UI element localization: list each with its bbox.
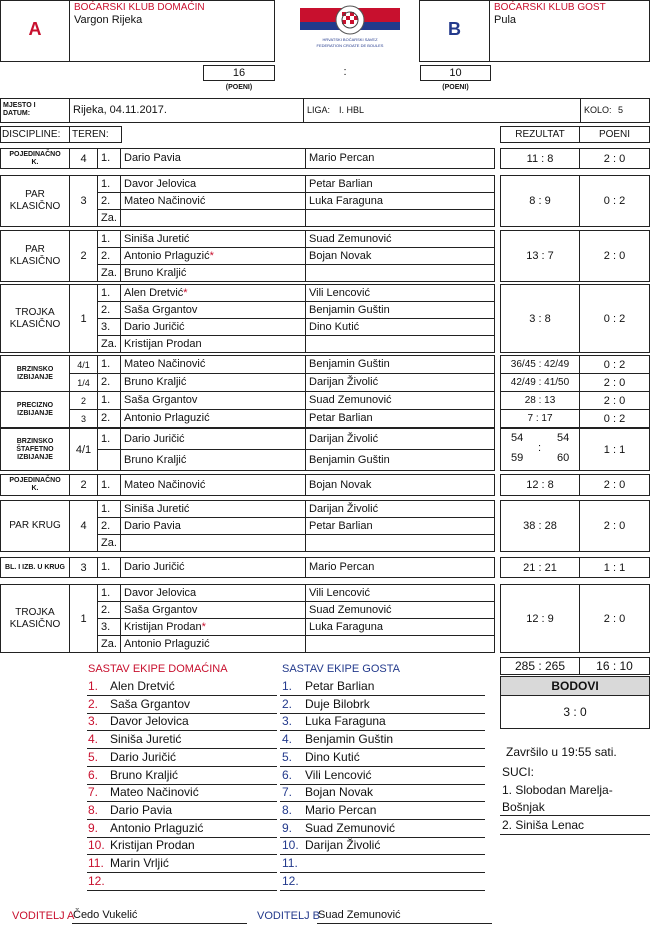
logo-text-2: FEDERATION CROATE DE BOULES — [316, 43, 384, 48]
home-player — [120, 301, 306, 319]
row-index: 3. — [97, 318, 121, 336]
away-player — [305, 209, 495, 227]
home-player — [120, 449, 306, 471]
bodovi-label: BODOVI — [551, 679, 599, 693]
row-index: 1. — [97, 230, 121, 248]
discipline-name-label: PRECIZNO IZBIJANJE — [16, 401, 54, 417]
field-value: 3 — [69, 175, 98, 227]
discipline-name-label: PAR KRUG — [9, 520, 61, 531]
relay-score: 54 — [557, 432, 570, 444]
row-index: Za. — [97, 209, 121, 227]
discipline-name — [0, 500, 70, 552]
row-points: 2 : 0 — [579, 391, 650, 410]
away-player: Vili Lencović — [305, 584, 495, 602]
home-roster-name: Dario Juričić — [110, 749, 177, 764]
home-title: BOĆARSKI KLUB DOMAĆIN — [74, 2, 205, 13]
field-value: 1/4 — [69, 373, 98, 392]
judge-1-line-1: 1. Slobodan Marelja- — [502, 783, 613, 797]
bodovi-value: 3 : 0 — [563, 705, 587, 719]
home-roster-number: 9. — [88, 820, 99, 835]
field-value: 4/1 — [69, 428, 98, 471]
home-player — [120, 209, 306, 227]
federation-logo — [290, 0, 410, 52]
place-cell — [69, 98, 304, 123]
row-index: 1. — [97, 474, 121, 496]
away-player: Benjamin Guštin — [305, 355, 495, 374]
discipline-name — [0, 391, 70, 428]
result-header-label: REZULTAT — [515, 129, 565, 140]
home-player — [120, 355, 306, 374]
home-player — [120, 584, 306, 602]
home-player-name: Siniša Juretić — [124, 233, 190, 245]
home-player-name: Saša Grgantov — [124, 304, 198, 316]
home-player-name: Kristijan Prodan — [124, 621, 202, 633]
home-player-name: Kristijan Prodan — [124, 338, 202, 350]
away-letter-box — [419, 0, 490, 62]
away-player: Petar Barlian — [305, 517, 495, 535]
away-roster-number: 12. — [282, 873, 299, 888]
away-roster-number: 3. — [282, 714, 293, 729]
relay-separator: : — [538, 442, 542, 454]
home-roster-number: 10. — [88, 838, 105, 853]
discipline-name — [0, 557, 70, 578]
field-value: 3 — [69, 409, 98, 428]
home-player — [120, 318, 306, 336]
home-player — [120, 500, 306, 518]
discipline-name — [0, 175, 70, 227]
home-roster-name: Bruno Kraljić — [110, 767, 179, 782]
row-index: 2. — [97, 373, 121, 392]
away-player: Petar Barlian — [305, 409, 495, 428]
row-index: 1. — [97, 391, 121, 410]
home-player — [120, 264, 306, 282]
bodovi-label-box — [500, 676, 650, 696]
field-header — [69, 126, 122, 143]
discipline-points: 2 : 0 — [579, 584, 650, 653]
home-club-name: Vargon Rijeka — [74, 14, 143, 26]
away-player: Dino Kutić — [305, 318, 495, 336]
home-player-name: Saša Grgantov — [124, 394, 198, 406]
place-label-cell — [0, 98, 70, 123]
home-player-name: Alen Dretvić — [124, 287, 184, 299]
row-index: 1. — [97, 148, 121, 169]
roster-underline — [87, 872, 277, 873]
away-roster-number: 2. — [282, 696, 293, 711]
row-index: 2. — [97, 601, 121, 619]
home-points: 16 — [232, 67, 246, 79]
home-player — [120, 618, 306, 636]
home-roster-title: SASTAV EKIPE DOMAĆINA — [88, 663, 228, 675]
away-player — [305, 264, 495, 282]
field-value: 4/1 — [69, 355, 98, 374]
home-roster-name: Mateo Načinović — [110, 785, 199, 800]
discipline-name — [0, 230, 70, 282]
discipline-name — [0, 584, 70, 653]
row-index: 2. — [97, 409, 121, 428]
away-player: Suad Zemunović — [305, 601, 495, 619]
home-roster-name: Antonio Prlaguzić — [110, 820, 204, 835]
away-roster-name: Petar Barlian — [305, 679, 375, 693]
discipline-result: 13 : 7 — [500, 230, 580, 282]
away-roster-name: Darijan Živolić — [305, 838, 381, 853]
discipline-result: 8 : 9 — [500, 175, 580, 227]
home-points-box — [203, 65, 275, 81]
discipline-name-label: PAR KLASIČNO — [9, 189, 61, 212]
leader-a-name: Čedo Vukelić — [73, 909, 138, 921]
away-player: Vili Lencović — [305, 284, 495, 302]
home-letter: A — [28, 19, 42, 39]
home-roster-number: 12. — [88, 873, 105, 888]
home-player-name: Mateo Načinović — [124, 479, 206, 491]
round-value: 5 — [618, 105, 624, 115]
reserve-marker: * — [201, 621, 206, 633]
discipline-result: 3 : 8 — [500, 284, 580, 353]
row-index: Za. — [97, 635, 121, 653]
field-value: 2 — [69, 230, 98, 282]
home-player — [120, 428, 306, 450]
home-player-name: Mateo Načinović — [124, 358, 206, 370]
away-points-box — [420, 65, 491, 81]
reserve-marker: * — [183, 287, 188, 299]
reserve-marker: * — [209, 250, 214, 262]
home-roster-number: 4. — [88, 732, 99, 747]
home-player-name: Dario Pavia — [124, 520, 181, 532]
row-index: 2. — [97, 517, 121, 535]
place-label: MJESTO I DATUM: — [3, 102, 36, 117]
league-cell — [303, 98, 581, 123]
relay-score: 60 — [557, 452, 570, 464]
discipline-name — [0, 474, 70, 496]
judge-1-line-2: Bošnjak — [502, 800, 545, 814]
home-player-name: Mateo Načinović — [124, 195, 206, 207]
home-player-name: Dario Juričić — [124, 321, 185, 333]
discipline-points: 1 : 1 — [579, 428, 650, 471]
finished-text: Završilo u 19:55 sati. — [506, 745, 617, 759]
home-club-box — [69, 0, 275, 62]
row-result: 36/45 : 42/49 — [500, 355, 580, 374]
away-roster-number: 4. — [282, 732, 293, 747]
home-roster-name: Marin Vrljić — [110, 856, 169, 870]
roster-underline — [280, 890, 485, 891]
home-player — [120, 373, 306, 392]
row-index: 1. — [97, 428, 121, 450]
row-points: 2 : 0 — [579, 373, 650, 392]
away-title: BOĆARSKI KLUB GOST — [494, 2, 606, 13]
away-roster-title: SASTAV EKIPE GOSTA — [282, 663, 400, 675]
roster-underline — [280, 854, 485, 855]
home-player — [120, 230, 306, 248]
judges-label: SUCI: — [502, 765, 535, 779]
field-value: 4 — [69, 500, 98, 552]
away-roster-name: Luka Faraguna — [305, 714, 386, 729]
total-result-box — [500, 657, 580, 675]
home-player-name: Antonio Prlaguzić — [124, 638, 210, 650]
row-index: Za. — [97, 335, 121, 353]
row-index: 1. — [97, 500, 121, 518]
home-player-name: Antonio Prlaguzić — [124, 250, 210, 262]
discipline-points: 2 : 0 — [579, 500, 650, 552]
discipline-name-label: BRZINSKO IZBIJANJE — [16, 365, 54, 381]
row-result: 28 : 13 — [500, 391, 580, 410]
discipline-points: 0 : 2 — [579, 284, 650, 353]
leader-b-label: VODITELJ B — [257, 910, 320, 922]
row-index: 1. — [97, 175, 121, 193]
home-player — [120, 517, 306, 535]
discipline-name-label: POJEDINAČNO K. — [9, 477, 61, 492]
away-player — [305, 635, 495, 653]
discipline-name-label: BRZINSKO ŠTAFETNO IZBIJANJE — [16, 437, 54, 461]
total-points: 16 : 10 — [596, 659, 633, 673]
round-cell — [580, 98, 650, 123]
away-roster-number: 11. — [282, 856, 298, 870]
away-player: Benjamin Guštin — [305, 449, 495, 471]
away-club-box — [489, 0, 650, 62]
home-player-name: Bruno Kraljić — [124, 267, 187, 279]
points-header-label: POENI — [598, 129, 631, 140]
home-roster-name: Davor Jelovica — [110, 714, 189, 729]
result-header — [500, 126, 580, 143]
home-player — [120, 247, 306, 265]
discipline-points: 0 : 2 — [579, 175, 650, 227]
away-player: Luka Faraguna — [305, 192, 495, 210]
home-player — [120, 335, 306, 353]
home-player-name: Siniša Juretić — [124, 503, 190, 515]
away-player: Suad Zemunović — [305, 230, 495, 248]
home-roster-name: Dario Pavia — [110, 802, 173, 817]
away-roster-number: 9. — [282, 820, 293, 835]
leader-b-name: Suad Zemunović — [318, 909, 401, 921]
discipline-name-label: POJEDINAČNO K. — [9, 150, 61, 166]
away-player: Darijan Živolić — [305, 373, 495, 392]
discipline-result: 11 : 8 — [500, 148, 580, 169]
home-player-name: Davor Jelovica — [124, 178, 197, 190]
away-player: Mario Percan — [305, 148, 495, 169]
away-roster-number: 10. — [282, 838, 299, 853]
field-value: 2 — [69, 474, 98, 496]
away-points: 10 — [449, 67, 462, 79]
home-points-label: (POENI) — [225, 84, 253, 91]
home-roster-number: 11. — [88, 856, 104, 870]
away-roster-number: 5. — [282, 749, 293, 764]
discipline-result: 21 : 21 — [500, 557, 580, 578]
row-index: Za. — [97, 264, 121, 282]
points-header — [579, 126, 650, 143]
away-roster-number: 1. — [282, 679, 293, 693]
place-value: Rijeka, 04.11.2017. — [73, 104, 167, 116]
row-index: 1. — [97, 355, 121, 374]
home-player — [120, 601, 306, 619]
row-index: 2. — [97, 192, 121, 210]
home-player-name: Dario Juričić — [124, 561, 185, 573]
points-separator: : — [343, 66, 347, 78]
discipline-result: 12 : 8 — [500, 474, 580, 496]
round-label: KOLO: — [584, 105, 612, 115]
away-roster-name: Suad Zemunović — [305, 820, 396, 835]
field-value: 1 — [69, 584, 98, 653]
away-player: Benjamin Guštin — [305, 301, 495, 319]
row-result: 42/49 : 41/50 — [500, 373, 580, 392]
away-roster-number: 7. — [282, 785, 293, 800]
discipline-header — [0, 126, 70, 143]
league-label: LIGA: — [307, 105, 331, 115]
bodovi-value-box — [500, 695, 650, 729]
discipline-name-label: TROJKA KLASIČNO — [9, 606, 61, 630]
discipline-header-label: DISCIPLINE: — [2, 129, 61, 140]
home-roster-name: Kristijan Prodan — [110, 838, 195, 853]
home-roster-number: 8. — [88, 802, 99, 817]
away-player: Luka Faraguna — [305, 618, 495, 636]
row-index: 1. — [97, 584, 121, 602]
away-player — [305, 534, 495, 552]
home-roster-name: Alen Dretvić — [110, 679, 175, 693]
home-player — [120, 284, 306, 302]
home-player — [120, 635, 306, 653]
judge-2: 2. Siniša Lenac — [502, 818, 585, 832]
row-points: 0 : 2 — [579, 355, 650, 374]
total-result: 285 : 265 — [514, 659, 566, 673]
home-roster-number: 1. — [88, 679, 99, 693]
row-index: 1. — [97, 284, 121, 302]
home-player — [120, 175, 306, 193]
row-points: 0 : 2 — [579, 409, 650, 428]
discipline-name — [0, 284, 70, 353]
away-player: Darijan Živolić — [305, 428, 495, 450]
roster-underline — [87, 890, 277, 891]
discipline-name — [0, 428, 70, 471]
discipline-name-label: TROJKA KLASIČNO — [9, 306, 61, 330]
logo-text-1: HRVATSKI BOĆARSKI SAVEZ — [322, 37, 378, 42]
home-player — [120, 148, 306, 169]
away-player — [305, 335, 495, 353]
away-player: Suad Zemunović — [305, 391, 495, 410]
home-roster-number: 5. — [88, 749, 99, 764]
away-roster-name: Duje Bilobrk — [305, 696, 370, 711]
row-result: 7 : 17 — [500, 409, 580, 428]
away-points-label: (POENI) — [442, 84, 469, 91]
home-player — [120, 409, 306, 428]
relay-score: 54 — [511, 432, 524, 444]
field-value: 3 — [69, 557, 98, 578]
home-player — [120, 391, 306, 410]
home-letter-box — [0, 0, 70, 62]
discipline-result: 12 : 9 — [500, 584, 580, 653]
home-roster-number: 7. — [88, 785, 99, 800]
home-player — [120, 474, 306, 496]
field-value: 2 — [69, 391, 98, 410]
row-index: Za. — [97, 534, 121, 552]
discipline-name — [0, 355, 70, 392]
judge-1-line — [500, 815, 650, 816]
total-points-box — [579, 657, 650, 675]
relay-result — [500, 428, 580, 471]
discipline-points: 1 : 1 — [579, 557, 650, 578]
away-roster-name: Benjamin Guštin — [305, 732, 394, 747]
home-roster-number: 6. — [88, 767, 99, 782]
field-value: 1 — [69, 284, 98, 353]
away-player: Bojan Novak — [305, 474, 495, 496]
away-player: Mario Percan — [305, 557, 495, 578]
away-roster-name: Dino Kutić — [305, 749, 360, 764]
away-player: Darijan Živolić — [305, 500, 495, 518]
home-roster-name: Siniša Juretić — [110, 732, 182, 747]
leader-a-line — [72, 923, 247, 924]
home-roster-name: Saša Grgantov — [110, 696, 191, 711]
home-player-name: Dario Juričić — [124, 433, 185, 445]
home-roster-number: 2. — [88, 696, 99, 711]
away-club-name: Pula — [494, 14, 517, 26]
row-index: 2. — [97, 247, 121, 265]
leader-a-label: VODITELJ A — [12, 910, 75, 922]
relay-score: 59 — [511, 452, 524, 464]
discipline-points: 2 : 0 — [579, 148, 650, 169]
away-roster-number: 8. — [282, 802, 293, 817]
discipline-points: 2 : 0 — [579, 230, 650, 282]
leader-b-line — [317, 923, 492, 924]
home-player-name: Antonio Prlaguzić — [124, 412, 210, 424]
away-player: Petar Barlian — [305, 175, 495, 193]
home-player-name: Bruno Kraljić — [124, 454, 187, 466]
home-player-name: Dario Pavia — [124, 152, 181, 164]
away-letter: B — [448, 19, 461, 39]
away-roster-name: Bojan Novak — [305, 785, 374, 800]
row-index: 2. — [97, 301, 121, 319]
away-player: Bojan Novak — [305, 247, 495, 265]
away-roster-name: Mario Percan — [305, 802, 377, 817]
row-index: 3. — [97, 618, 121, 636]
field-value: 4 — [69, 148, 98, 169]
league-value: I. HBL — [339, 105, 365, 115]
row-index — [97, 449, 121, 471]
home-player — [120, 534, 306, 552]
discipline-result: 38 : 28 — [500, 500, 580, 552]
discipline-name-label: PAR KLASIČNO — [9, 244, 61, 267]
judge-2-line — [500, 834, 650, 835]
discipline-name — [0, 148, 70, 169]
home-player — [120, 557, 306, 578]
field-header-label: TEREN: — [72, 129, 109, 140]
home-player-name: Saša Grgantov — [124, 604, 198, 616]
home-player-name: Davor Jelovica — [124, 587, 197, 599]
discipline-points: 2 : 0 — [579, 474, 650, 496]
away-roster-number: 6. — [282, 767, 293, 782]
home-player-name: Bruno Kraljić — [124, 376, 187, 388]
discipline-name-label: BL. I IZB. U KRUG — [5, 563, 65, 571]
away-roster-name: Vili Lencović — [305, 767, 372, 782]
row-index: 1. — [97, 557, 121, 578]
roster-underline — [280, 872, 485, 873]
home-player — [120, 192, 306, 210]
home-roster-number: 3. — [88, 714, 99, 729]
